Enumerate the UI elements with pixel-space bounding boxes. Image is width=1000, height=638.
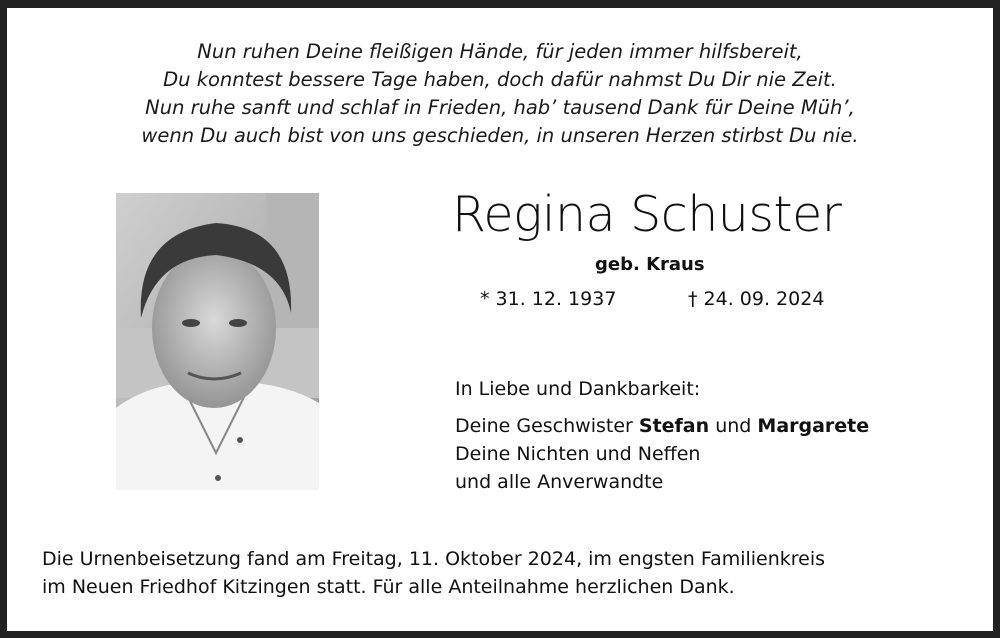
mourners-list [455, 412, 869, 496]
poem-line: Nun ruhe sanft und schlaf in Frieden, hab’ tausend Dank für Deine Müh’, [145, 96, 855, 119]
mourners-relatives: und alle Anverwandte [455, 471, 664, 493]
poem-line: Du konntest bessere Tage haben, doch dafür nahmst Du Dir nie Zeit. [163, 68, 837, 91]
birth-date: * 31. 12. 1937 [480, 288, 617, 310]
memorial-poem [0, 38, 1000, 150]
mourners-nieces-nephews: Deine Nichten und Neffen [455, 443, 701, 465]
mourners-connector: und [709, 415, 758, 437]
poem-line: wenn Du auch bist von uns geschieden, in unseren Herzen stirbst Du nie. [141, 124, 859, 147]
mourners-siblings [455, 412, 869, 440]
notice-line: im Neuen Friedhof Kitzingen statt. Für alle Anteilnahme herzlichen Dank. [42, 576, 735, 598]
portrait-photo [116, 193, 319, 490]
maiden-name: geb. Kraus [595, 254, 705, 275]
death-date: † 24. 09. 2024 [688, 288, 825, 310]
dedication-text: In Liebe und Dankbarkeit: [455, 378, 701, 400]
notice-line: Die Urnenbeisetzung fand am Freitag, 11. Oktober 2024, im engsten Familienkreis [42, 548, 826, 570]
deceased-name: Regina Schuster [452, 186, 842, 243]
sibling-name: Margarete [757, 415, 870, 437]
poem-line: Nun ruhen Deine fleißigen Hände, für jeden immer hilfsbereit, [197, 40, 803, 63]
sibling-name: Stefan [638, 415, 710, 437]
burial-notice [42, 545, 825, 601]
mourners-siblings-prefix: Deine Geschwister [455, 415, 639, 437]
